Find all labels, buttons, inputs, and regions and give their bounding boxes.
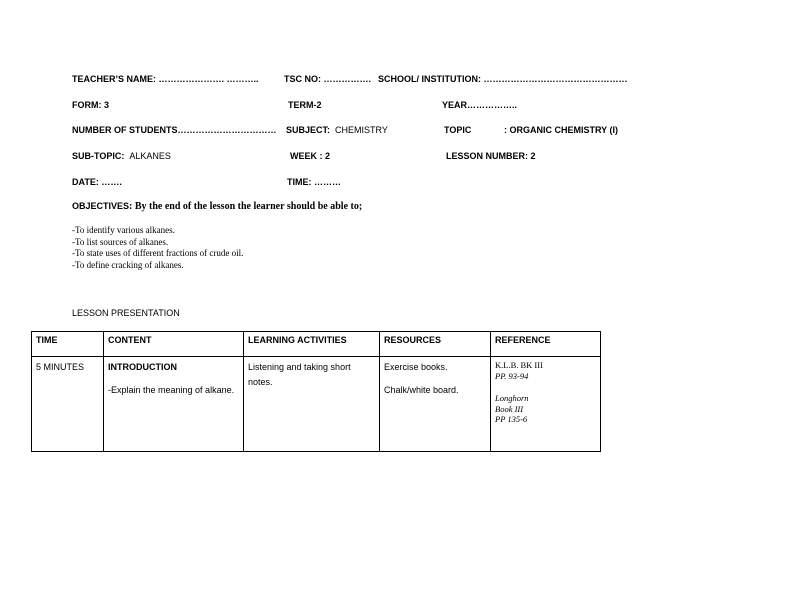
school-field: SCHOOL/ INSTITUTION: ………………………………………… (378, 74, 628, 84)
content-body: -Explain the meaning of alkane. (108, 385, 235, 395)
date-field: DATE: ……. (72, 177, 122, 187)
year-field: YEAR…………….. (442, 100, 518, 110)
lesson-number-field: LESSON NUMBER: 2 (446, 151, 536, 161)
subject-field (286, 125, 388, 135)
reference-line: PP. 93-94 (495, 370, 529, 381)
content-title: INTRODUCTION (108, 362, 177, 372)
topic-value: : ORGANIC CHEMISTRY (I) (504, 125, 618, 135)
subtopic-label: SUB-TOPIC: (72, 151, 125, 161)
tsc-no-field: TSC NO: ……………. (284, 74, 371, 84)
lesson-table (31, 331, 601, 452)
students-field: NUMBER OF STUDENTS…………………………… (72, 125, 277, 135)
resource-item: Chalk/white board. (384, 385, 459, 395)
resource-item: Exercise books. (384, 362, 448, 372)
time-field: TIME: ……… (287, 177, 341, 187)
col-header-activities: LEARNING ACTIVITIES (244, 332, 380, 357)
term-field: TERM-2 (288, 100, 322, 110)
col-header-content: CONTENT (104, 332, 244, 357)
objective-item: -To list sources of alkanes. (72, 236, 169, 247)
objectives-heading (72, 201, 362, 212)
reference-line: Longhorn (495, 393, 529, 403)
reference-line: PP 135-6 (495, 414, 528, 424)
objective-item: -To identify various alkanes. (72, 225, 175, 235)
reference-line: K.L.B. BK III (495, 360, 543, 370)
cell-content (104, 357, 244, 452)
cell-resources (380, 357, 491, 452)
week-field: WEEK : 2 (290, 151, 331, 161)
subject-value: CHEMISTRY (335, 125, 388, 135)
time-value: 5 MINUTES (36, 362, 85, 372)
table-row (32, 357, 601, 452)
form-field: FORM: 3 (72, 100, 109, 110)
objective-item: -To state uses of different fractions of crude oil. (72, 248, 244, 258)
col-header-reference: REFERENCE (491, 332, 601, 357)
topic-label: TOPIC (444, 125, 472, 135)
cell-reference (491, 357, 601, 452)
objectives-rest: : By the end of the lesson the learner should be able to; (129, 201, 363, 212)
objectives-lead: OBJECTIVES (72, 201, 130, 211)
activities-text: Listening and taking short notes. (248, 362, 351, 387)
col-header-resources: RESOURCES (380, 332, 491, 357)
col-header-time: TIME (32, 332, 104, 357)
subject-label: SUBJECT: (286, 125, 331, 135)
cell-time (32, 357, 104, 452)
lesson-presentation-heading: LESSON PRESENTATION (72, 308, 180, 318)
objectives-list (72, 225, 243, 271)
subtopic-value: ALKANES (129, 151, 171, 161)
cell-activities (244, 357, 380, 452)
objective-item: -To define cracking of alkanes. (72, 259, 184, 270)
table-header-row (32, 332, 601, 357)
teacher-name-field: TEACHER’S NAME: …………………. ……….. (72, 74, 259, 84)
subtopic-field (72, 151, 171, 161)
reference-line: Book III (495, 403, 524, 414)
